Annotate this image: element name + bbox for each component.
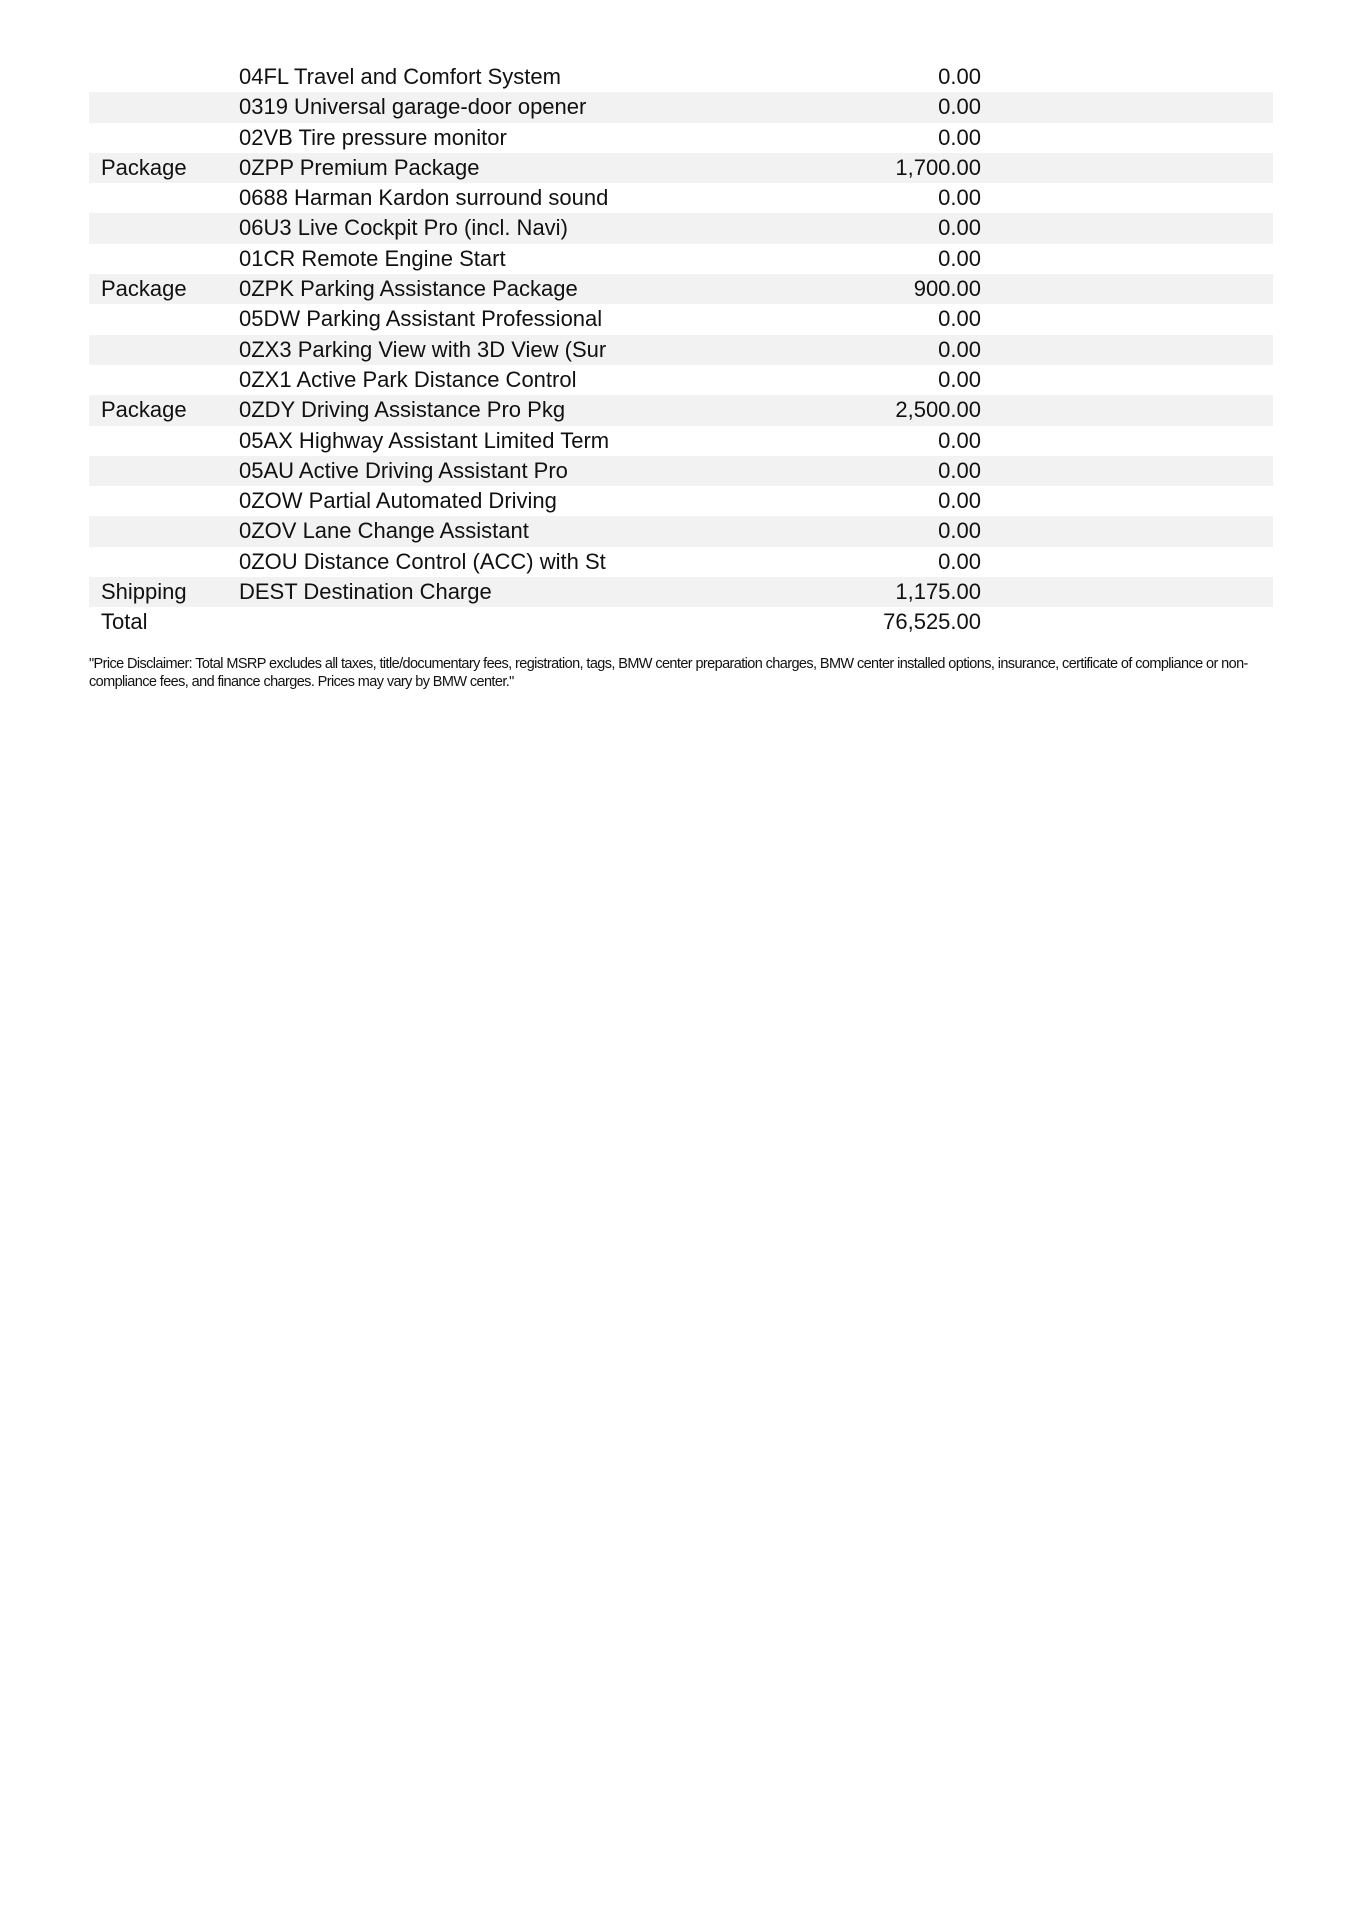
row-description: 0ZX3 Parking View with 3D View (Sur <box>239 336 607 362</box>
row-description: 0ZX1 Active Park Distance Control <box>239 366 577 392</box>
row-price: 0.00 <box>938 306 981 332</box>
row-description: 05AX Highway Assistant Limited Term <box>239 427 610 453</box>
row-description: 0319 Universal garage-door opener <box>239 94 587 120</box>
table-row <box>89 516 1273 546</box>
row-price: 0.00 <box>938 64 981 89</box>
row-category: Total <box>101 609 148 635</box>
row-category: Package <box>101 154 187 180</box>
row-price: 2,500.00 <box>895 397 981 423</box>
table-row <box>89 486 1273 516</box>
total-row <box>89 607 1273 637</box>
row-description: 0ZPP Premium Package <box>239 154 480 180</box>
table-row <box>89 426 1273 456</box>
table-row <box>89 153 1273 183</box>
row-price: 0.00 <box>938 124 981 150</box>
row-price: 0.00 <box>938 427 981 453</box>
row-description: 0ZOW Partial Automated Driving <box>239 488 557 514</box>
table-row <box>89 183 1273 213</box>
total-price: 76,525.00 <box>883 609 981 635</box>
table-row <box>89 335 1273 365</box>
row-price: 0.00 <box>938 185 981 211</box>
table-row <box>89 395 1273 425</box>
row-description: 0ZOV Lane Change Assistant <box>239 518 529 544</box>
row-price: 0.00 <box>938 488 981 514</box>
table-row <box>89 123 1273 153</box>
table-row <box>89 213 1273 243</box>
row-description: 0ZDY Driving Assistance Pro Pkg <box>239 397 566 423</box>
row-description: 04FL Travel and Comfort System <box>239 64 561 89</box>
row-price: 0.00 <box>938 215 981 241</box>
row-price: 0.00 <box>938 518 981 544</box>
row-price: 0.00 <box>938 336 981 362</box>
table-row <box>89 274 1273 304</box>
row-description: 0ZOU Distance Control (ACC) with St <box>239 548 606 574</box>
row-description: 0ZPK Parking Assistance Package <box>239 276 578 302</box>
table-row <box>89 365 1273 395</box>
table-row <box>89 304 1273 334</box>
row-price: 0.00 <box>938 366 981 392</box>
price-disclaimer: "Price Disclaimer: Total MSRP excludes all taxes, title/documentary fees, registration, tags, BMW center preparation charges, BMW center installed options, insurance, certificate of compliance or non-compliance fees, and finance charges. Prices may vary by BMW center." <box>89 656 1248 690</box>
row-description: DEST Destination Charge <box>239 579 492 605</box>
table-row <box>89 456 1273 486</box>
row-price: 1,175.00 <box>895 579 981 605</box>
table-row <box>89 577 1273 607</box>
table-row <box>89 62 1273 92</box>
row-description: 0688 Harman Kardon surround sound <box>239 185 609 211</box>
row-category: Package <box>101 276 187 302</box>
price-table <box>89 62 1273 638</box>
table-row <box>89 92 1273 122</box>
row-price: 0.00 <box>938 457 981 483</box>
table-row <box>89 547 1273 577</box>
row-price: 1,700.00 <box>895 154 981 180</box>
row-price: 900.00 <box>913 276 981 302</box>
row-price: 0.00 <box>938 245 981 271</box>
row-category: Shipping <box>101 579 187 605</box>
row-description: 06U3 Live Cockpit Pro (incl. Navi) <box>239 215 568 241</box>
row-description: 05AU Active Driving Assistant Pro <box>239 457 568 483</box>
table-row <box>89 244 1273 274</box>
row-category: Package <box>101 397 187 423</box>
row-description: 02VB Tire pressure monitor <box>239 124 507 150</box>
row-description: 01CR Remote Engine Start <box>239 245 506 271</box>
row-price: 0.00 <box>938 94 981 120</box>
row-description: 05DW Parking Assistant Professional <box>239 306 603 332</box>
row-price: 0.00 <box>938 548 981 574</box>
